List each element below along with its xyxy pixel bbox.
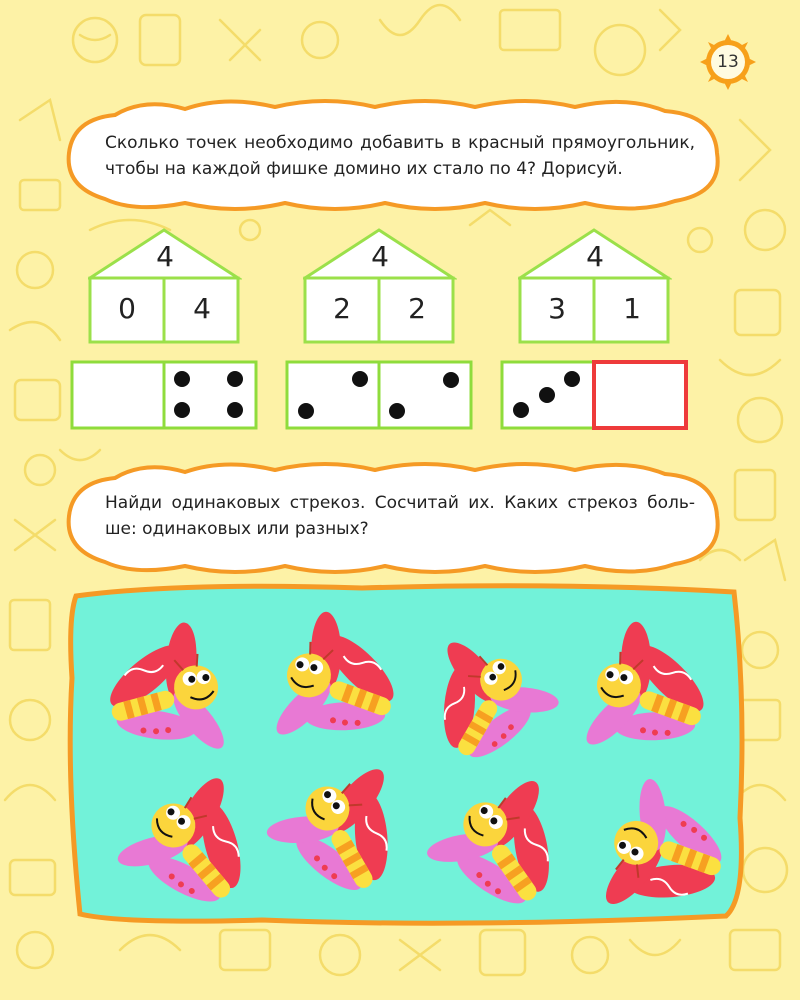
task2-line-1: Найди одинаковых стрекоз. Сосчитай их. Каких стрекоз боль- bbox=[105, 493, 695, 513]
domino-dot bbox=[174, 371, 190, 387]
domino-2-right-half bbox=[379, 362, 471, 428]
domino-dot bbox=[443, 372, 459, 388]
task1-line-1: Сколько точек необходимо добавить в красный прямоугольник, bbox=[105, 133, 695, 153]
house-2-left-number: 2 bbox=[333, 292, 351, 325]
house-1-total: 4 bbox=[156, 240, 174, 273]
house-3-total: 4 bbox=[586, 240, 604, 273]
domino-dot bbox=[564, 371, 580, 387]
domino-dot bbox=[227, 371, 243, 387]
domino-dot bbox=[513, 402, 529, 418]
domino-1-left-half bbox=[72, 362, 164, 428]
domino-dot bbox=[352, 371, 368, 387]
page-number: 13 bbox=[717, 52, 739, 72]
task2-instructions bbox=[105, 490, 695, 542]
house-3-right-number: 1 bbox=[623, 292, 641, 325]
dragonfly-scene bbox=[62, 578, 748, 930]
house-3-left-number: 3 bbox=[548, 292, 566, 325]
task1-line-2: чтобы на каждой фишке домино их стало по 4? Дорисуй. bbox=[105, 159, 623, 179]
task1-instructions bbox=[105, 130, 695, 182]
domino-2-left-half bbox=[287, 362, 379, 428]
domino-3 bbox=[500, 360, 690, 430]
domino-dot bbox=[539, 387, 555, 403]
domino-dot bbox=[174, 402, 190, 418]
domino-3-red-empty-half[interactable] bbox=[594, 362, 686, 428]
domino-2 bbox=[285, 360, 475, 430]
house-1-right-number: 4 bbox=[193, 292, 211, 325]
domino-1-right-half bbox=[164, 362, 256, 428]
task2-line-2: ше: одинаковых или разных? bbox=[105, 519, 369, 539]
house-2-total: 4 bbox=[371, 240, 389, 273]
domino-dot bbox=[227, 402, 243, 418]
house-1-left-number: 0 bbox=[118, 292, 136, 325]
domino-dot bbox=[389, 403, 405, 419]
domino-1 bbox=[70, 360, 260, 430]
house-2-right-number: 2 bbox=[408, 292, 426, 325]
domino-dot bbox=[298, 403, 314, 419]
